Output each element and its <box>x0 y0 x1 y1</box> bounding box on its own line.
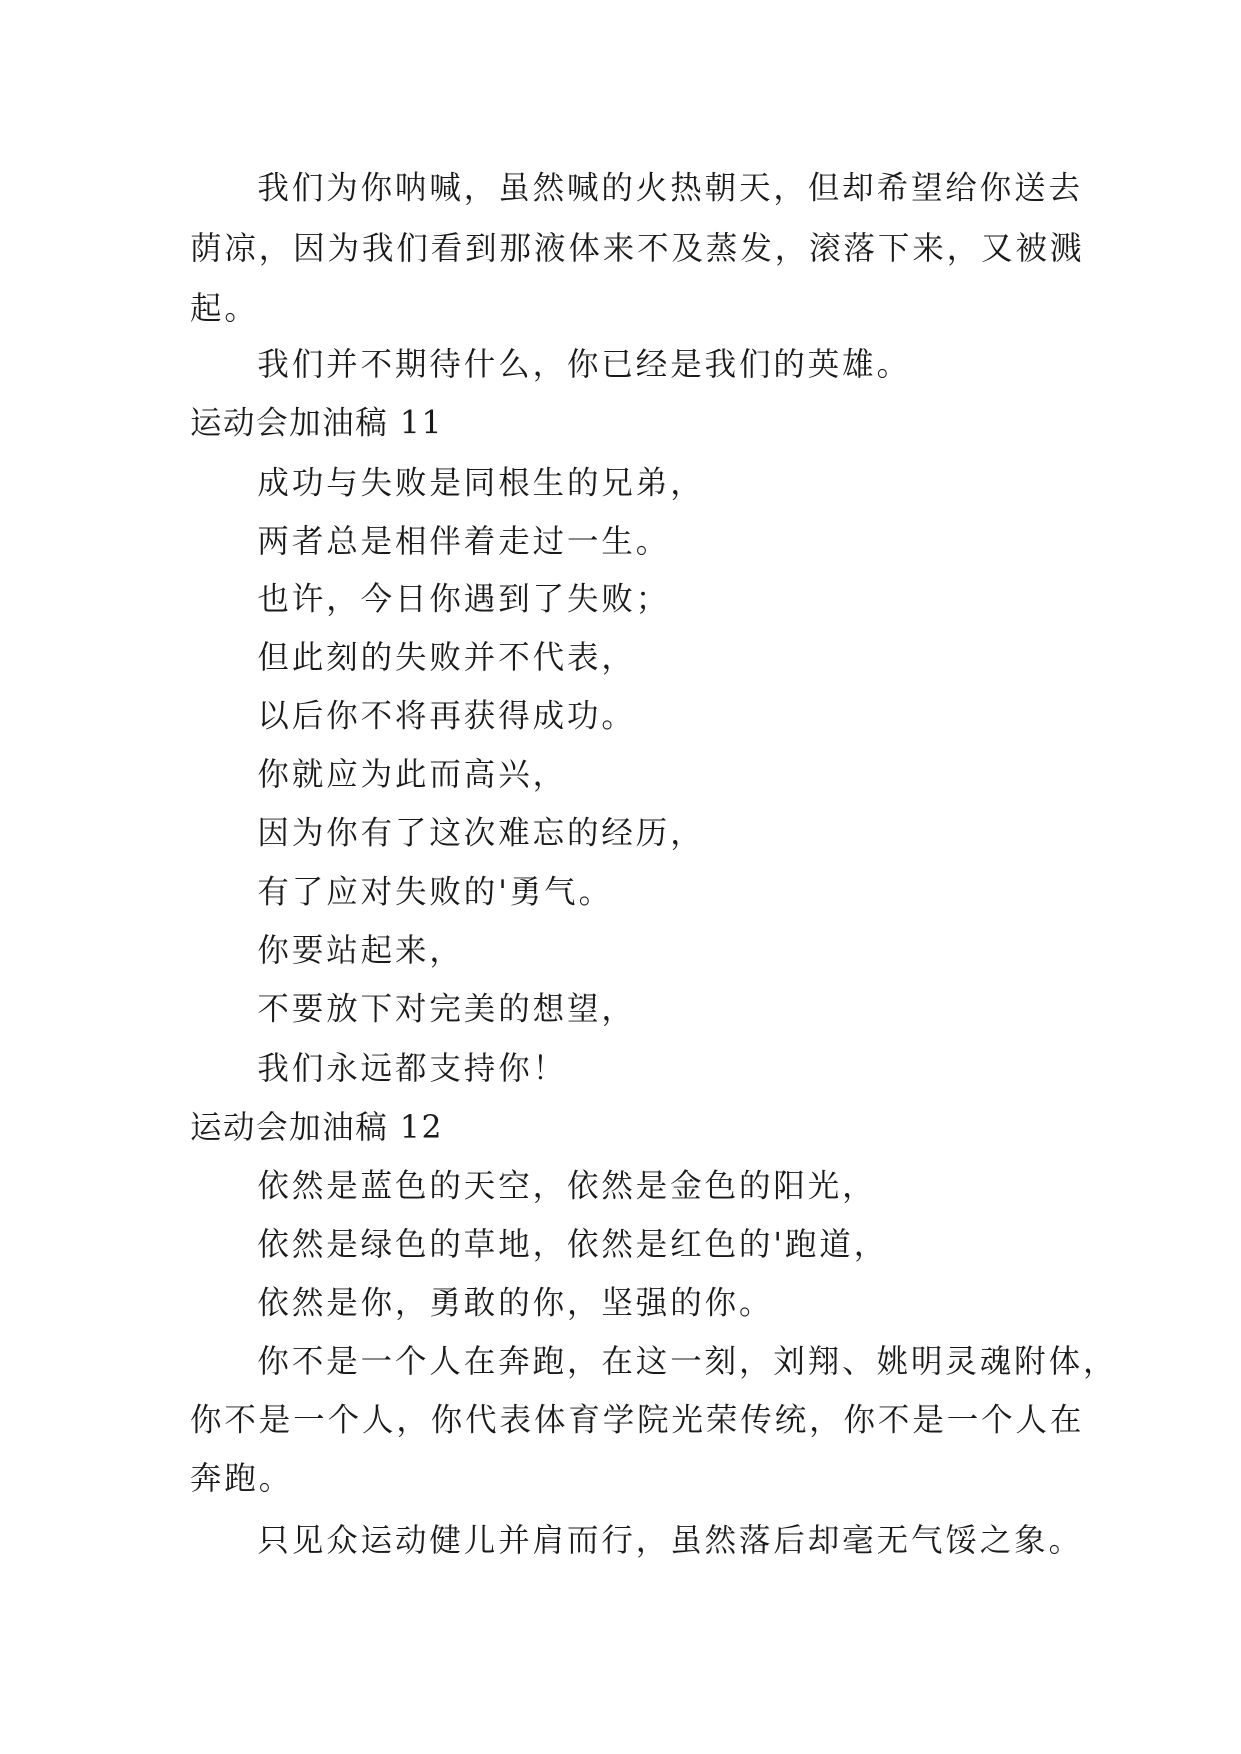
poem-line: 依然是绿色的草地，依然是红色的'跑道， <box>257 1225 889 1263</box>
section-heading: 运动会加油稿 12 <box>189 1108 444 1146</box>
paragraph-line: 奔跑。 <box>189 1459 294 1498</box>
poem-line: 两者总是相伴着走过一生。 <box>257 522 671 560</box>
poem-line: 但此刻的失败并不代表， <box>257 638 636 676</box>
poem-line: 你就应为此而高兴， <box>257 755 568 794</box>
poem-line: 因为你有了这次难忘的经历， <box>257 814 705 852</box>
poem-line: 你要站起来， <box>257 931 464 969</box>
poem-line: 不要放下对完美的想望， <box>257 990 636 1028</box>
poem-line: 依然是蓝色的天空，依然是金色的阳光， <box>257 1167 877 1205</box>
paragraph-line: 荫凉，因为我们看到那液体来不及蒸发，滚落下来，又被溅 <box>189 229 1085 267</box>
poem-line: 也许，今日你遇到了失败； <box>257 580 671 618</box>
poem-line: 有了应对失败的'勇气。 <box>257 873 613 911</box>
poem-line: 依然是你，勇敢的你，坚强的你。 <box>257 1284 774 1322</box>
paragraph-line: 只见众运动健儿并肩而行，虽然落后却毫无气馁之象。 <box>257 1521 1083 1560</box>
paragraph-line: 你不是一个人在奔跑，在这一刻，刘翔、姚明灵魂附体， <box>257 1342 1118 1380</box>
paragraph-line: 你不是一个人，你代表体育学院光荣传统，你不是一个人在 <box>189 1401 1085 1439</box>
poem-line: 我们永远都支持你！ <box>257 1049 568 1088</box>
paragraph-line: 起。 <box>189 289 259 327</box>
poem-line: 以后你不将再获得成功。 <box>257 697 636 735</box>
section-heading: 运动会加油稿 11 <box>189 404 444 442</box>
poem-line: 成功与失败是同根生的兄弟， <box>257 464 705 502</box>
paragraph-line: 我们为你呐喊，虽然喊的火热朝天，但却希望给你送去 <box>257 168 1083 207</box>
paragraph-line: 我们并不期待什么，你已经是我们的英雄。 <box>257 345 911 384</box>
